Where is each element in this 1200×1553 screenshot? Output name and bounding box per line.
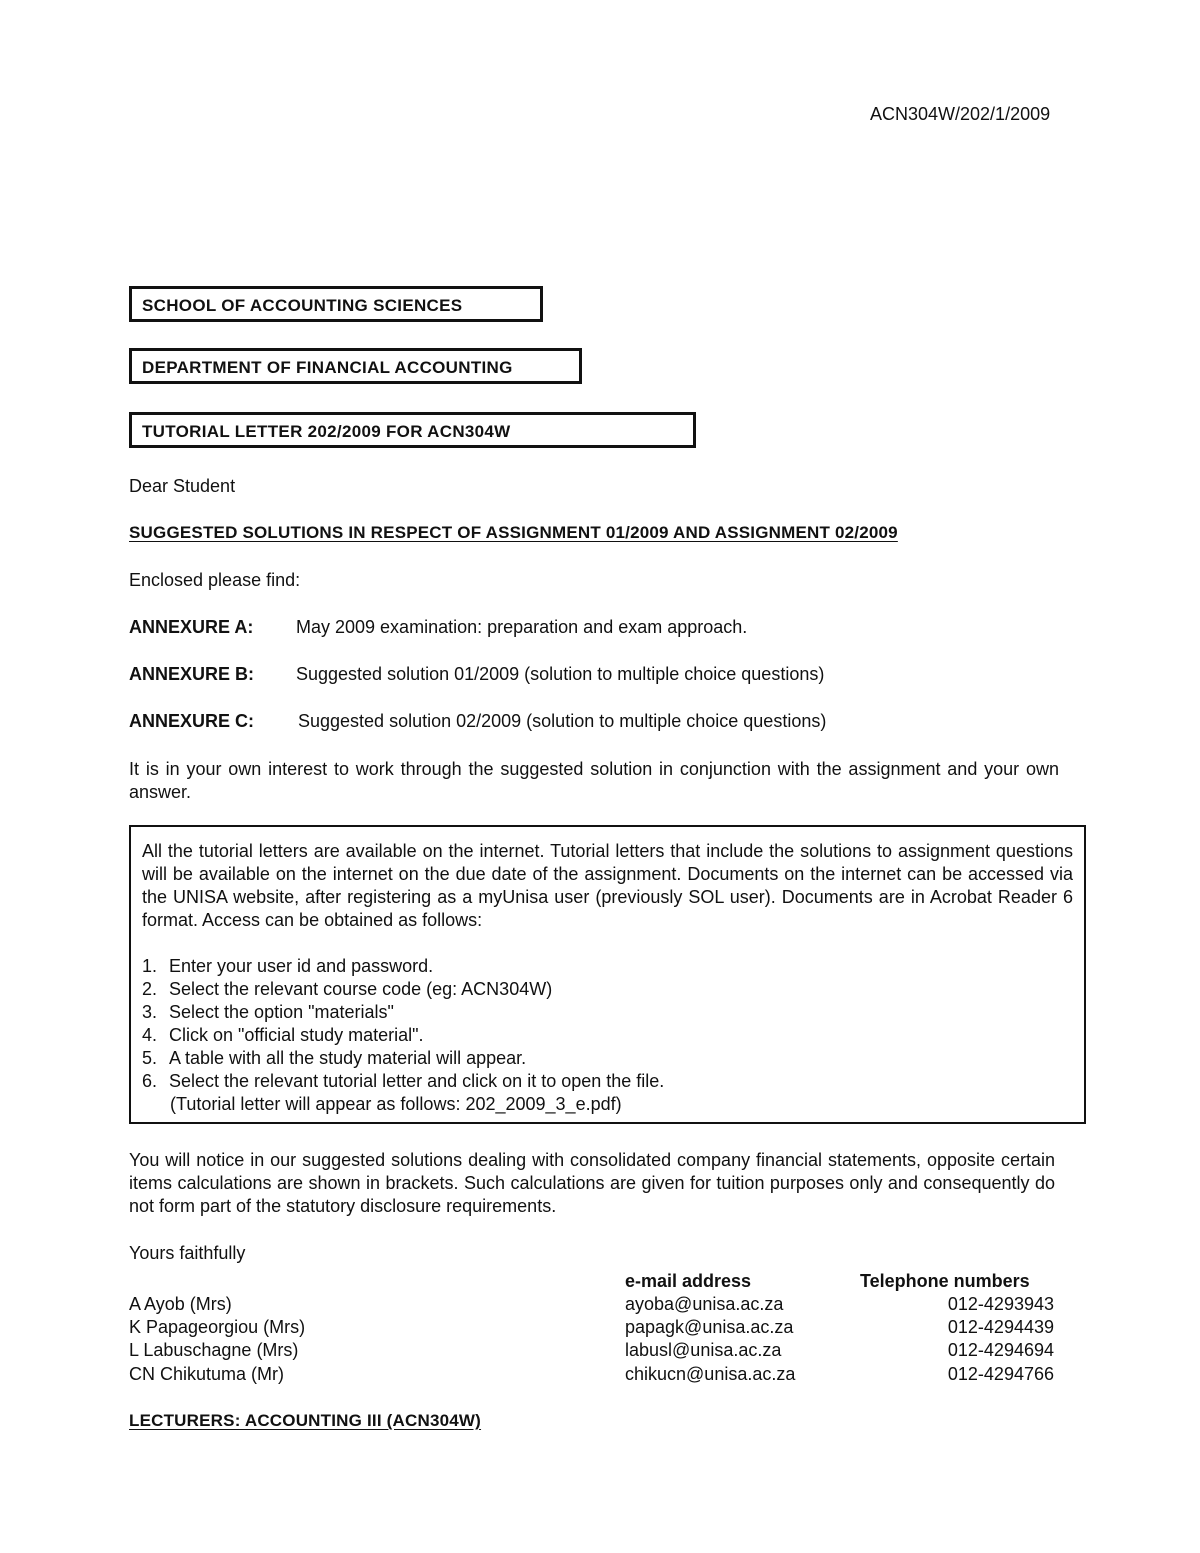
step-number: 6.: [142, 1071, 158, 1091]
step-text: Click on "official study material".: [169, 1025, 424, 1045]
step-number: 4.: [142, 1025, 158, 1045]
step-text: Enter your user id and password.: [169, 956, 434, 976]
access-step: [142, 1047, 1073, 1070]
salutation: Dear Student: [129, 476, 236, 496]
annexure-b-text: Suggested solution 01/2009 (solution to multiple choice questions): [296, 664, 825, 684]
lecturer-phone: 012-4293943: [947, 1294, 1054, 1314]
lecturer-name: CN Chikutuma (Mr): [129, 1364, 285, 1384]
notice-paragraph: You will notice in our suggested solutions dealing with consolidated company financial statements, opposite certain items calculations are shown in brackets. Such calculations are given for tuition purposes only and consequently do not form part of the statutory disclosure requirements.: [129, 1150, 1055, 1216]
closing: Yours faithfully: [129, 1243, 246, 1263]
department-title-box: DEPARTMENT OF FINANCIAL ACCOUNTING: [129, 348, 582, 384]
access-step: [142, 1070, 1073, 1093]
interest-paragraph: It is in your own interest to work through the suggested solution in conjunction with the assignment and your own answer.: [129, 759, 1059, 802]
phone-column-header: Telephone numbers: [860, 1271, 1030, 1291]
internet-access-box: [129, 825, 1086, 1124]
annexure-a-text: May 2009 examination: preparation and exam approach.: [296, 617, 748, 637]
step-text: Select the relevant course code (eg: ACN304W): [169, 979, 553, 999]
annexure-c-label: ANNEXURE C:: [129, 711, 255, 731]
lecturer-name: L Labuschagne (Mrs): [129, 1340, 299, 1360]
file-name-note: (Tutorial letter will appear as follows: 202_2009_3_e.pdf): [170, 1094, 622, 1114]
step-number: 3.: [142, 1002, 158, 1022]
annexure-c-text: Suggested solution 02/2009 (solution to multiple choice questions): [298, 711, 827, 731]
access-step: [142, 978, 1073, 1001]
document-reference: ACN304W/202/1/2009: [870, 104, 1051, 124]
lecturer-phone: 012-4294439: [947, 1317, 1054, 1337]
step-number: 5.: [142, 1048, 158, 1068]
lecturer-email: chikucn@unisa.ac.za: [625, 1364, 796, 1384]
access-step: [142, 955, 1073, 978]
school-title-box: SCHOOL OF ACCOUNTING SCIENCES: [129, 286, 543, 322]
access-step: [142, 1024, 1073, 1047]
lecturer-phone: 012-4294694: [947, 1340, 1054, 1360]
lecturer-name: A Ayob (Mrs): [129, 1294, 232, 1314]
lecturer-email: papagk@unisa.ac.za: [625, 1317, 794, 1337]
tutorial-letter-title-box: TUTORIAL LETTER 202/2009 FOR ACN304W: [129, 412, 696, 448]
step-number: 1.: [142, 956, 158, 976]
lecturer-phone: 012-4294766: [947, 1364, 1054, 1384]
enclosed-intro: Enclosed please find:: [129, 570, 301, 590]
lecturers-signature-title: LECTURERS: ACCOUNTING III (ACN304W): [129, 1411, 482, 1430]
step-text: Select the relevant tutorial letter and click on it to open the file.: [169, 1071, 665, 1091]
step-text: A table with all the study material will appear.: [169, 1048, 527, 1068]
internet-access-intro: All the tutorial letters are available on the internet. Tutorial letters that include the solutions to assignment questions will be available on the internet on the due date of the assignment. Documents on the internet can be accessed via the UNISA website, after registering as a myUnisa user (previously SOL user). Documents are in Acrobat Reader 6 format. Access can be obtained as follows:: [142, 841, 1073, 930]
email-column-header: e-mail address: [625, 1271, 752, 1291]
step-number: 2.: [142, 979, 158, 999]
lecturer-email: ayoba@unisa.ac.za: [625, 1294, 784, 1314]
annexure-a-label: ANNEXURE A:: [129, 617, 254, 637]
access-steps-list: [142, 955, 1073, 1093]
annexure-b-label: ANNEXURE B:: [129, 664, 255, 684]
access-step: [142, 1001, 1073, 1024]
lecturer-email: labusl@unisa.ac.za: [625, 1340, 782, 1360]
lecturer-name: K Papageorgiou (Mrs): [129, 1317, 306, 1337]
subject-heading: SUGGESTED SOLUTIONS IN RESPECT OF ASSIGNMENT 01/2009 AND ASSIGNMENT 02/2009: [129, 523, 898, 542]
step-text: Select the option "materials": [169, 1002, 394, 1022]
